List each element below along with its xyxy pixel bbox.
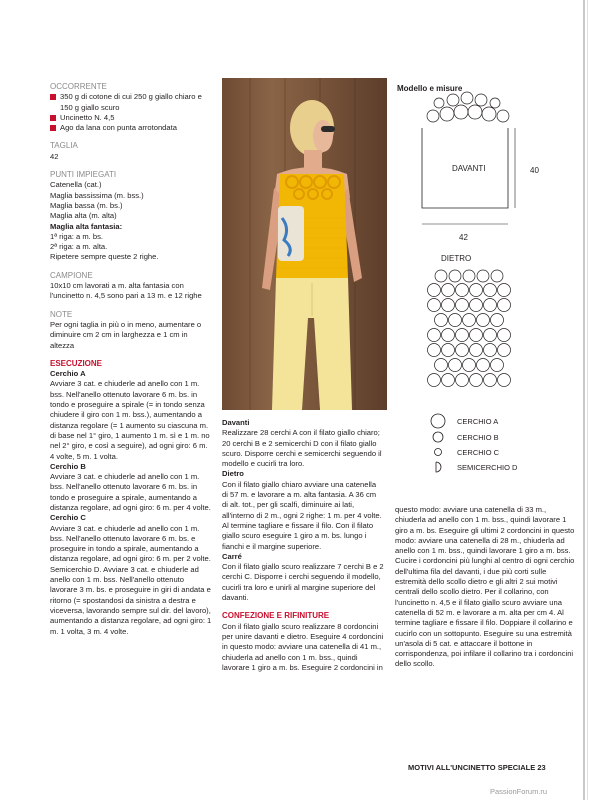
page-footer	[408, 763, 546, 772]
page-edge	[583, 0, 585, 800]
back-motif-circle	[449, 270, 461, 282]
confezione-heading: CONFEZIONE E RIFINITURE	[222, 611, 330, 621]
right-column	[395, 505, 575, 670]
width-label: 42	[459, 233, 468, 242]
back-motif-circle	[428, 374, 441, 387]
taglia-value: 42	[50, 151, 59, 161]
front-motif-circle	[447, 94, 459, 106]
legend-semicircle-d-icon	[436, 462, 441, 472]
davanti-heading: Davanti	[222, 418, 250, 427]
fantasia-heading: Maglia alta fantasia:	[50, 221, 123, 231]
legend-semicerchio-d: SEMICERCHIO D	[457, 463, 518, 472]
carre-heading: Carré	[222, 551, 242, 561]
front-motif-circle	[482, 107, 496, 121]
diagram-title: Modello e misure	[397, 84, 463, 93]
back-motif-circle	[442, 299, 455, 312]
back-motif-circle	[470, 374, 483, 387]
back-motif-circle	[477, 314, 490, 327]
punti-item: Maglia bassissima (m. bss.)	[50, 190, 144, 200]
back-motif-circle	[484, 329, 497, 342]
legend-cerchio-c: CERCHIO C	[457, 448, 500, 457]
note-text: Per ogni taglia in più o in meno, aumentare o diminuire cm 2 cm in larghezza e 1 cm in altezza	[50, 319, 202, 350]
back-motif-circle	[463, 359, 476, 372]
back-motif-circle	[456, 374, 469, 387]
back-motif-circle	[456, 329, 469, 342]
davanti-label: DAVANTI	[452, 164, 486, 173]
punti-item: Catenella (cat.)	[50, 180, 102, 190]
front-motif-circle	[497, 110, 509, 122]
photo-illustration	[222, 78, 387, 410]
back-motif-circle	[470, 284, 483, 297]
punti-item: Maglia bassa (m. bs.)	[50, 200, 123, 210]
campione-text: 10x10 cm lavorati a m. alta fantasia con l'uncinetto n. 4,5 sono pari a 13 m. e 12 righe	[50, 281, 202, 301]
cordoncini-text: questo modo: avviare una catenella di 33 m., chiuderla ad anello con 1 m. bss., quindi lavorare 1 giro a m. bs. Eseguire gli ultimi 2 cordoncini in questo modo: avviare una catenella di 28 m., chiuderla ad anello con 1 m. bss., quindi lavorare 1 giro a m. bss. Cucire i cordoncini più lunghi al centro di ogni cerchio dell'ultima fila del davanti, i due più corti sulle estremità dello scollo dietro e gli altri 2 sui motivi centrali dello scollo dietro. Per il collarino, con l'uncinetto n. 4,5 e il filato giallo scuro avviare una catenella di 52 m. e lavorare a m. alta per cm 4. Al termine tagliare e fissare il filo. Doppiare il collarino e cucirlo con un sottopunto. Eseguire su una estremità un'asola di 5 cat. e attaccare il bottone in corrispondenza, poi infilare il collarino tra i cordoncini dello scollo.	[395, 505, 575, 669]
legend-circle-b-icon	[433, 432, 443, 442]
back-motif-circle	[484, 344, 497, 357]
cerchio-a-text: Avviare 3 cat. e chiuderle ad anello con 1 m. bss. Nell'anello ottenuto lavorare 6 m. bs. in tondo e proseguire a spirale (= in tondo senza chiudere il giro con 1 m. bss.), aumentando a distanza regolare (= 1 aumento su ciascuna m. di base nel 1° giro, 1 aumento 1 m. sì e 1 m. no nel 2° giro, e così a seguire), ad ogni giro: 6 m. 4 volte, 5 m. 1 volta.	[50, 379, 210, 461]
occorrente-item: Ago da lana con punta arrotondata	[50, 123, 212, 133]
davanti-circles	[427, 92, 509, 122]
davanti-text: Realizzare 28 cerchi A con il filato giallo chiaro; 20 cerchi B e 2 semicerchi D con il filato giallo scuro. Disporre cerchi e semicerchi seguendo il modello e cucirli tra loro.	[222, 428, 382, 469]
back-motif-circle	[463, 314, 476, 327]
back-motif-circle	[449, 359, 462, 372]
back-motif-circle	[491, 270, 503, 282]
back-motif-circle	[428, 329, 441, 342]
back-motif-circle	[428, 284, 441, 297]
front-motif-circle	[434, 98, 444, 108]
cerchio-b-text: Avviare 3 cat. e chiuderle ad anello con 1 m. bss. Nell'anello ottenuto lavorare 6 m. bs. in tondo e proseguire a spirale, aumentando a distanza regolare, ad ogni giro: 6 m. per 4 volte.	[50, 472, 211, 512]
back-motif-circle	[498, 284, 511, 297]
back-motif-circle	[442, 284, 455, 297]
back-motif-circle	[477, 359, 490, 372]
bullet-square-icon	[50, 94, 56, 100]
page-edge-shadow	[587, 0, 588, 800]
schematic-svg	[395, 78, 580, 498]
occorrente-item: Uncinetto N. 4,5	[50, 113, 212, 123]
front-motif-circle	[427, 110, 439, 122]
middle-column	[222, 418, 384, 673]
taglia-heading: TAGLIA	[50, 141, 78, 151]
watermark: PassionForum.ru	[490, 787, 548, 796]
dietro-circles	[428, 270, 511, 387]
back-motif-circle	[428, 299, 441, 312]
front-motif-circle	[468, 105, 482, 119]
esecuzione-heading: ESECUZIONE	[50, 358, 103, 368]
back-motif-circle	[491, 359, 504, 372]
back-motif-circle	[498, 299, 511, 312]
pattern-diagram	[395, 78, 580, 498]
legend-cerchio-b: CERCHIO B	[457, 433, 499, 442]
fantasia-row: 2ª riga: a m. alta.	[50, 242, 108, 252]
note-heading: NOTE	[50, 309, 73, 319]
dietro-label: DIETRO	[441, 254, 472, 263]
back-motif-circle	[470, 329, 483, 342]
back-motif-circle	[449, 314, 462, 327]
punti-item: Maglia alta (m. alta)	[50, 211, 117, 221]
back-motif-circle	[435, 270, 447, 282]
legend-circle-c-icon	[435, 449, 442, 456]
legend-cerchio-a: CERCHIO A	[457, 417, 499, 426]
bullet-square-icon	[50, 125, 56, 131]
cerchio-b-heading: Cerchio B	[50, 461, 86, 471]
occorrente-item: 350 g di cotone di cui 250 g giallo chiaro e 150 g giallo scuro	[50, 92, 212, 113]
front-motif-circle	[454, 105, 468, 119]
back-motif-circle	[498, 374, 511, 387]
back-motif-circle	[442, 344, 455, 357]
back-motif-circle	[498, 329, 511, 342]
page-number: 23	[537, 763, 546, 772]
fantasia-row: 1ª riga: a m. bs.	[50, 231, 104, 241]
back-motif-circle	[442, 329, 455, 342]
carre-text: Con il filato giallo scuro realizzare 7 cerchi B e 2 cerchi C. Disporre i cerchi seguendo il modello, cucirli tra loro e unirli al margine superiore del davanti.	[222, 562, 384, 603]
back-motif-circle	[463, 270, 475, 282]
front-motif-circle	[475, 94, 487, 106]
back-motif-circle	[456, 284, 469, 297]
back-motif-circle	[484, 284, 497, 297]
dietro-text: Con il filato giallo chiaro avviare una catenella di 57 m. e lavorare a m. alta fantasia. A 36 cm di alt. tot., per gli scalfi, diminuire ai lati, all'interno di 2 m., ogni 2 righe: 1 m. per 4 volte. Al termine tagliare e fissare il filo. Con il filato giallo scuro eseguire 1 giro a m. bs. lungo i fianchi e il margine superiore.	[222, 479, 382, 551]
campione-heading: CAMPIONE	[50, 270, 93, 280]
dietro-heading: Dietro	[222, 469, 244, 479]
back-motif-circle	[456, 344, 469, 357]
model-photo	[222, 78, 387, 410]
cerchio-c-text: Avviare 3 cat. e chiuderle ad anello con 1 m. bss. Nell'anello ottenuto lavorare 6 m. bs. e proseguire in tondo a spirale, aumentando a distanza regolare, ad ogni giro: 6 m. per 2 volte.	[50, 523, 211, 564]
back-motif-circle	[470, 344, 483, 357]
fantasia-row: Ripetere sempre queste 2 righe.	[50, 252, 159, 262]
back-motif-circle	[477, 270, 489, 282]
back-motif-circle	[470, 299, 483, 312]
height-label: 40	[530, 166, 539, 175]
front-motif-circle	[440, 107, 454, 121]
left-column	[50, 82, 212, 637]
magazine-title: MOTIVI ALL'UNCINETTO SPECIALE	[408, 763, 536, 772]
occorrente-heading: OCCORRENTE	[50, 82, 107, 91]
back-motif-circle	[442, 374, 455, 387]
back-motif-circle	[428, 344, 441, 357]
bullet-square-icon	[50, 115, 56, 121]
back-motif-circle	[435, 359, 448, 372]
punti-heading: PUNTI IMPIEGATI	[50, 170, 117, 180]
cerchio-c-heading: Cerchio C	[50, 513, 86, 523]
back-motif-circle	[491, 314, 504, 327]
legend-circle-a-icon	[431, 414, 445, 428]
confezione-text: Con il filato giallo scuro realizzare 8 cordoncini per unire davanti e dietro. Eseguire 4 cordoncini in questo modo: avviare una catenella di 41 m., chiuderla ad anello con 1 m. bss., quindi lavorare 1 giro a m. bs. Eseguire 2 cordoncini in	[222, 621, 384, 672]
semicerchio-text: Semicerchio D. Avviare 3 cat. e chiuderle ad anello con 1 m. bss. Nell'anello ottenuto lavorare 3 m. bs. e proseguire in giri di andata e ritorno (= spostandosi da sinistra a destra e viceversa, lavorando sempre sul dir. del lavoro), aumentando a distanza regolare, ad ogni giro: 1 m. 1 volta, 3 m. 4 volte.	[50, 564, 212, 636]
back-motif-circle	[435, 314, 448, 327]
back-motif-circle	[484, 299, 497, 312]
front-motif-circle	[461, 92, 473, 104]
back-motif-circle	[456, 299, 469, 312]
back-motif-circle	[498, 344, 511, 357]
cerchio-a-heading: Cerchio A	[50, 369, 86, 379]
front-motif-circle	[490, 98, 500, 108]
back-motif-circle	[484, 374, 497, 387]
